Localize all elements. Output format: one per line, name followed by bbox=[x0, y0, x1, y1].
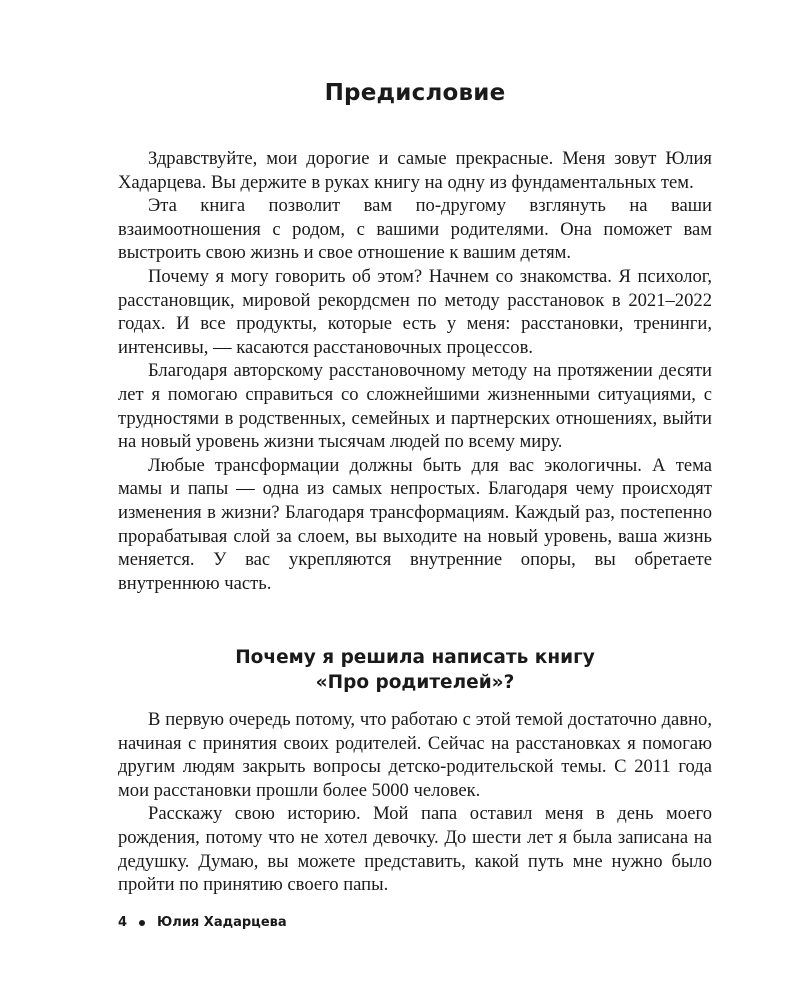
paragraph: Почему я могу говорить об этом? Начнем со знакомства. Я психолог, расстановщик, мировой рекордсмен по методу расстановок в 2021–2022 годах. И все продукты, которые есть у меня: расстановки, тренинги, интенсивы, — касаются расстановочных процессов. bbox=[118, 265, 712, 358]
page-footer bbox=[118, 915, 287, 930]
section-text bbox=[118, 708, 712, 897]
intro-text bbox=[118, 147, 712, 595]
page-number: 4 bbox=[118, 915, 128, 930]
paragraph: В первую очередь потому, что работаю с этой темой достаточно давно, начиная с принятия своих родителей. Сейчас на расстановках я помогаю другим людям закрыть вопросы детско-родительской темы. С 2011 года мои расстановки прошли более 5000 человек. bbox=[118, 709, 712, 801]
paragraph: Расскажу свою историю. Мой папа оставил меня в день моего рождения, потому что не хотел девочку. До шести лет я была записана на дедушку. Думаю, вы можете представить, какой путь мне нужно было пройти по принятию своего папы. bbox=[118, 803, 712, 896]
section-heading bbox=[118, 645, 712, 695]
paragraph: Благодаря авторскому расстановочному методу на протяжении десяти лет я помогаю справиться со сложнейшими жизненными ситуациями, с трудностями в родственных, семейных и партнерских отношениях, выйти на новый уровень жизни тысячам людей по всему миру. bbox=[118, 360, 712, 453]
paragraph: Любые трансформации должны быть для вас экологичны. А тема мамы и папы — одна из самых непростых. Благодаря чему происходят изменения в жизни? Благодаря трансформациям. Каждый раз, постепенно прорабатывая слой за слоем, вы выходите на новый уровень, ваша жизнь меняется. У вас укрепляются внутренние опоры, вы обретаете внутреннюю часть. bbox=[118, 454, 712, 594]
section-heading-line: «Про родителей»? bbox=[315, 672, 515, 693]
author-name: Юлия Хадарцева bbox=[157, 915, 287, 930]
page-title: Предисловие bbox=[324, 80, 506, 106]
section-heading-line: Почему я решила написать книгу bbox=[235, 647, 595, 668]
bullet-separator-icon bbox=[139, 920, 145, 926]
paragraph: Эта книга позволит вам по-другому взглянуть на ваши взаимоотношения с родом, с вашими родителями. Она поможет вам выстроить свою жизнь и свое отношение к вашим детям. bbox=[118, 195, 712, 264]
paragraph: Здравствуйте, мои дорогие и самые прекрасные. Меня зовут Юлия Хадарцева. Вы держите в руках книгу на одну из фундаментальных тем. bbox=[118, 148, 712, 193]
